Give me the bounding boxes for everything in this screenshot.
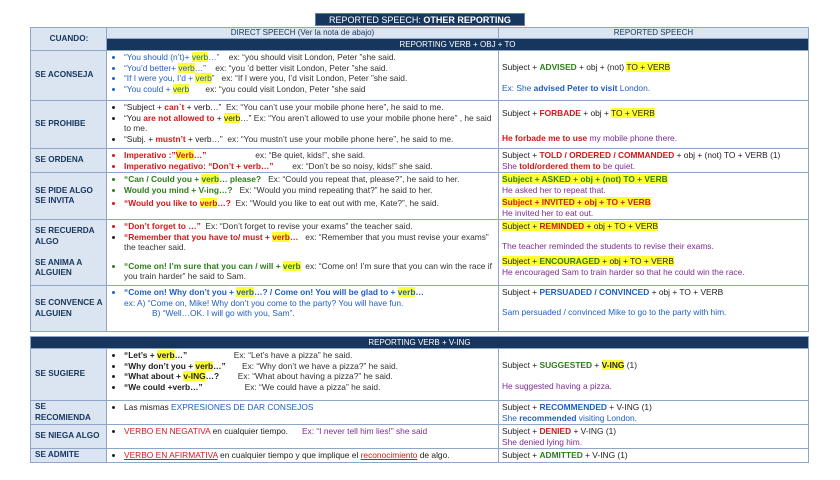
- list-item: • “Subj. + mustn’t + verb…” ex: “You mustn’t use your mobile phone here”, he said to me.: [124, 134, 495, 145]
- cat-ordena: SE ORDENA: [31, 149, 107, 173]
- cat-recuerda-anima: SE RECUERDA ALGO SE ANIMA A ALGUIEN: [31, 220, 107, 286]
- direct-admite: [107, 449, 499, 463]
- band-v-ing: REPORTING VERB + V-ING: [31, 337, 809, 349]
- cat-admite: SE ADMITE: [31, 449, 107, 463]
- list-item: • VERBO EN AFIRMATIVA en cualquier tiempo y que implique el reconocimiento de algo.: [124, 450, 495, 461]
- list-item: • “You are not allowed to + verb…” Ex: “You aren’t allowed to use your mobile phone here” , he said to me.: [124, 113, 495, 134]
- list-item: • “Come on! Why don’t you + verb…? / Come on! You will be glad to + verb…: [124, 287, 495, 298]
- list-item: • “Why don’t you + verb…” Ex: “Why don’t we have a pizza?” he said.: [124, 361, 495, 372]
- reported-admite: Subject + ADMITTED + V-ING (1): [499, 449, 809, 463]
- direct-pide: [107, 173, 499, 220]
- list-item: • “Subject + can`t + verb…” Ex: “You can’t use your mobile phone here”, he said to me.: [124, 102, 495, 113]
- band-obj-to: REPORTING VERB + OBJ + TO: [107, 39, 809, 51]
- list-item: • Imperativo negativo: “Don’t + verb…” ex: “Don’t be so noisy, kids!” she said.: [124, 161, 495, 172]
- direct-sugiere: [107, 349, 499, 401]
- direct-ordena: [107, 149, 499, 173]
- list-item: • “Don’t forget to …” Ex: “Don’t forget to revise your exams” the teacher said.: [124, 221, 495, 232]
- direct-convence: [107, 286, 499, 332]
- direct-speech-header: DIRECT SPEECH (Ver la nota de abajo): [107, 28, 499, 39]
- reported-recomienda: Subject + RECOMMENDED + V-ING (1) She recommended visiting London.: [499, 401, 809, 425]
- list-item: • VERBO EN NEGATIVA en cualquier tiempo. Ex: “I never tell him lies!” she said: [124, 426, 495, 437]
- reported-recuerda: Subject + REMINDED + obj + TO + VERB The teacher reminded the students to revise their exams. Subject + ENCOURAGED + obj + TO + VERB He encouraged Sam to train harder so that he could win the race.: [499, 220, 809, 286]
- reported-ordena: Subject + TOLD / ORDERED / COMMANDED + obj + (not) TO + VERB (1) She told/ordered them to be quiet.: [499, 149, 809, 173]
- reported-niega: Subject + DENIED + V-ING (1) She denied lying him.: [499, 425, 809, 449]
- cat-recomienda: SE RECOMIENDA: [31, 401, 107, 425]
- reported-sugiere: Subject + SUGGESTED + V-ING (1) He suggested having a pizza.: [499, 349, 809, 401]
- list-item: • Would you mind + V-ing…? Ex: “Would you mind repeating that?” he said to her.: [124, 185, 495, 196]
- direct-recuerda: [107, 220, 499, 286]
- direct-aconseja: [107, 51, 499, 101]
- list-item: • “You’d better+ verb…” ex: “you ’d better visit London, Peter ”she said.: [124, 63, 495, 74]
- reported-pide: Subject + ASKED + obj + (not) TO + VERB He asked her to repeat that. Subject + INVITED + obj + TO + VERB He invited her to eat out.: [499, 173, 809, 220]
- list-item: • “Let’s + verb…” Ex: “Let’s have a pizza” he said.: [124, 350, 495, 361]
- list-item: • “You could + verb ex: “you could visit London, Peter ”she said: [124, 84, 495, 95]
- list-item: • “Can / Could you + verb… please? Ex: “Could you repeat that, please?”, he said to her.: [124, 174, 495, 185]
- list-item: • “Would you like to verb…? Ex: “Would you like to eat out with me, Kate?”, he said.: [124, 198, 495, 209]
- example-b: B) “Well…OK. I will go with you, Sam”.: [152, 308, 295, 318]
- example-a: ex: A) “Come on, Mike! Why don’t you come to the party? You will have fun.: [124, 297, 404, 308]
- title-prefix: REPORTED SPEECH:: [329, 15, 421, 25]
- list-item: • “Come on! I’m sure that you can / will + verb ex: “Come on! I’m sure that you can win the race if you train harder” he said to Sam.: [124, 261, 495, 282]
- cat-convence: SE CONVENCE A ALGUIEN: [31, 286, 107, 332]
- direct-recomienda: [107, 401, 499, 425]
- cat-pide-invita: SE PIDE ALGO SE INVITA: [31, 173, 107, 220]
- list-item: • “You should (n’t)+ verb…” ex: “you should visit London, Peter ”she said.: [124, 52, 495, 63]
- reported-aconseja: Subject + ADVISED + obj + (not) TO + VERB Ex: She advised Peter to visit London.: [499, 51, 809, 101]
- title-main: OTHER REPORTING: [423, 15, 511, 25]
- cat-sugiere: SE SUGIERE: [31, 349, 107, 401]
- reported-convence: Subject + PERSUADED / CONVINCED + obj + TO + VERB Sam persuaded / convinced Mike to go to the party with him.: [499, 286, 809, 332]
- sheet-title: [315, 13, 525, 26]
- list-item: • Imperativo :”Verb…” ex: “Be quiet, kids!”, she said.: [124, 150, 495, 161]
- reported-speech-header: REPORTED SPEECH: [499, 28, 809, 39]
- list-item: • “What about + v-ING…? Ex: “What about having a pizza?” he said.: [124, 371, 495, 382]
- cat-prohibe: SE PROHIBE: [31, 101, 107, 149]
- list-item: • “If I were you, I’d + verb” ex: “If I were you, I’d visit London, Peter ”she said.: [124, 73, 495, 84]
- list-item: • “Remember that you have to/ must + verb… ex: “Remember that you must revise your exams” the teacher said.: [124, 232, 495, 253]
- list-item: • “We could +verb…” Ex: “We could have a pizza” he said.: [124, 382, 495, 393]
- direct-prohibe: [107, 101, 499, 149]
- direct-niega: [107, 425, 499, 449]
- reporting-verbs-table: [30, 27, 809, 463]
- cat-niega: SE NIEGA ALGO: [31, 425, 107, 449]
- list-item: • Las mismas EXPRESIONES DE DAR CONSEJOS: [124, 402, 495, 413]
- cuando-header: CUANDO:: [31, 28, 107, 51]
- cat-aconseja: SE ACONSEJA: [31, 51, 107, 101]
- reported-prohibe: Subject + FORBADE + obj + TO + VERB He forbade me to use my mobile phone there.: [499, 101, 809, 149]
